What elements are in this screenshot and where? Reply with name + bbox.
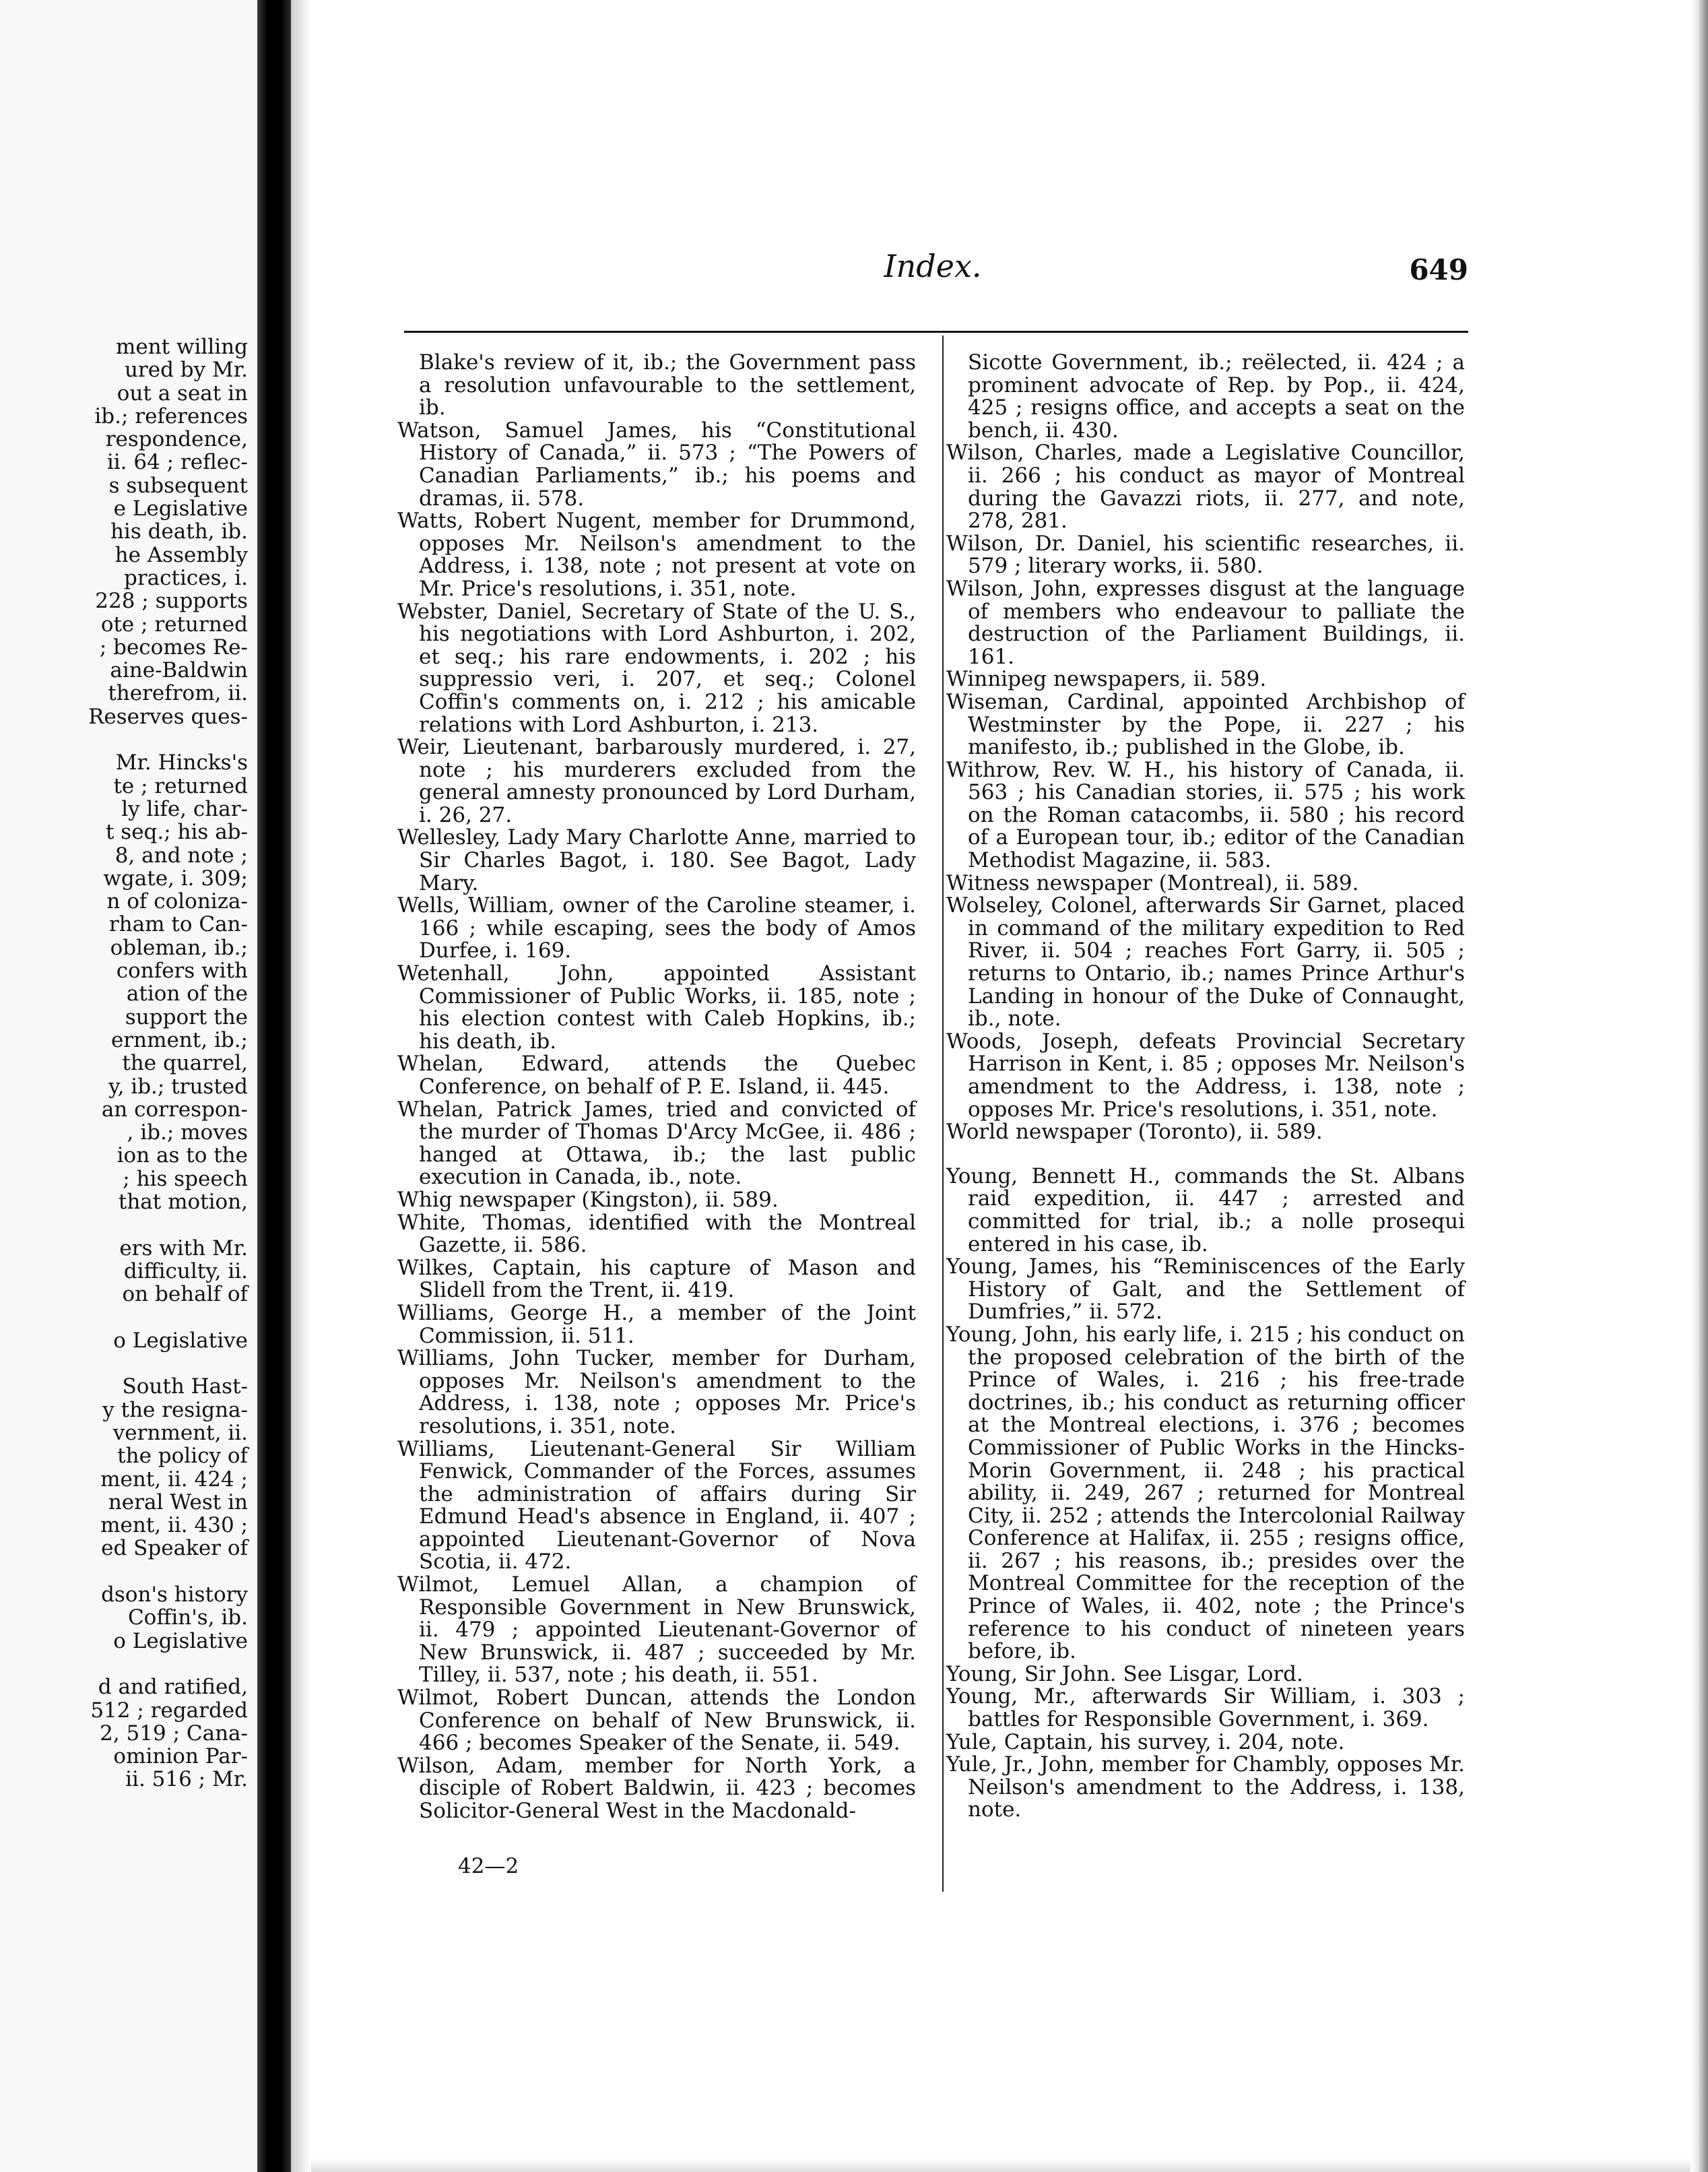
index-entry: Woods, Joseph, defeats Provincial Secretary Harrison in Kent, i. 85 ; opposes Mr. Neilson's amendment to the Address, i. 138, note ; opposes Mr. Price's resolutions, i. 351, note. — [946, 1029, 1465, 1122]
adjacent-page-line: e Legislative — [113, 497, 248, 521]
index-entry: Watson, Samuel James, his “Constitutional History of Canada,” ii. 573 ; “The Powers of Canadian Parliaments,” ib.; his poems and dramas, ii. 578. — [397, 418, 916, 511]
adjacent-page-line — [0, 728, 248, 751]
adjacent-page-line: , ib.; moves — [127, 1120, 248, 1145]
adjacent-page-line: ; becomes Re- — [99, 635, 248, 660]
adjacent-page-line: s subsequent — [108, 473, 248, 498]
adjacent-page-line: Reserves ques- — [88, 704, 248, 729]
adjacent-page-line: practices, i. — [124, 565, 248, 590]
book-gutter — [257, 0, 291, 2172]
adjacent-page-line: ment, ii. 430 ; — [100, 1513, 248, 1538]
adjacent-page-line: te ; returned — [113, 773, 248, 798]
adjacent-page-line: vernment, ii. — [112, 1420, 248, 1445]
index-entry: Winnipeg newspapers, ii. 589. — [946, 667, 1267, 692]
index-entry: Young, John, his early life, i. 215 ; his conduct on the proposed celebration of the birth of the Prince of Wales, i. 216 ; his free-trade doctrines, ib.; his conduct as returning officer at the Montreal elections, i. 376 ; becomes Commissioner of Public Works in the Hincks-Morin Government, ii. 248 ; his practical ability, ii. 249, 267 ; returned for Montreal City, ii. 252 ; attends the Intercolonial Railway Conference at Halifax, ii. 255 ; resigns office, ii. 267 ; his reasons, ib.; presides over the Montreal Committee for the reception of the Prince of Wales, ii. 402, note ; the Prince's reference to his conduct of nineteen years before, ib. — [946, 1322, 1465, 1664]
adjacent-page-line: ly life, char- — [121, 796, 248, 821]
adjacent-page-line: support the — [125, 1004, 248, 1029]
adjacent-page-line: neral West in — [108, 1490, 248, 1514]
adjacent-page-line: 228 ; supports — [95, 589, 248, 614]
page-edge-right — [1690, 0, 1708, 2172]
index-entry: Blake's review of it, ib.; the Government pass a resolution unfavourable to the settlement, ib. — [419, 350, 916, 420]
adjacent-page-line: ment, ii. 424 ; — [100, 1467, 248, 1492]
adjacent-page-line: 2, 519 ; Cana- — [100, 1721, 248, 1746]
index-entry: Williams, John Tucker, member for Durham, opposes Mr. Neilson's amendment to the Address, i. 138, note ; opposes Mr. Price's resolutions, i. 351, note. — [397, 1346, 916, 1438]
adjacent-page-line: ion as to the — [117, 1143, 248, 1168]
adjacent-page-line: on behalf of — [122, 1282, 248, 1307]
index-entry: Williams, Lieutenant-General Sir William Fenwick, Commander of the Forces, assumes the administration of affairs during Sir Edmund Head's absence in England, ii. 407 ; appointed Lieutenant-Governor of Nova Scotia, ii. 472. — [397, 1436, 916, 1574]
index-entry: Williams, George H., a member of the Joint Commission, ii. 511. — [397, 1300, 916, 1348]
adjacent-page-line: he Assembly — [114, 542, 248, 567]
adjacent-page-line: t seq.; his ab- — [105, 820, 248, 845]
adjacent-page-line: dson's history — [101, 1583, 248, 1607]
adjacent-page-line — [0, 1352, 248, 1375]
index-entry: Wilkes, Captain, his capture of Mason and Slidell from the Trent, ii. 419. — [397, 1255, 916, 1303]
index-entry: Young, James, his “Reminiscences of the Early History of Galt, and the Settlement of Dumfries,” ii. 572. — [946, 1254, 1465, 1324]
index-entry: Weir, Lieutenant, barbarously murdered, i. 27, note ; his murderers excluded from the general amnesty pronounced by Lord Durham, i. 26, 27. — [397, 735, 916, 827]
index-entry: White, Thomas, identified with the Montreal Gazette, ii. 586. — [397, 1210, 916, 1258]
adjacent-page-text — [0, 336, 248, 1791]
index-entry: Wetenhall, John, appointed Assistant Commissioner of Public Works, ii. 185, note ; his election contest with Caleb Hopkins, ib.; his death, ib. — [397, 961, 916, 1054]
adjacent-page-line — [0, 1653, 248, 1675]
index-column-right — [946, 352, 1465, 1822]
adjacent-page-line: confers with — [116, 959, 248, 984]
adjacent-page-line: South Hast- — [122, 1374, 248, 1399]
adjacent-page-line: an correspon- — [101, 1097, 248, 1122]
index-entry: Watts, Robert Nugent, member for Drummond, opposes Mr. Neilson's amendment to the Address, i. 138, note ; not present at vote on Mr. Price's resolutions, i. 351, note. — [397, 509, 916, 601]
adjacent-page-line: ernment, ib.; — [110, 1027, 248, 1052]
adjacent-page-line: aine-Baldwin — [110, 658, 248, 683]
index-entry: Whelan, Patrick James, tried and convicted of the murder of Thomas D'Arcy McGee, ii. 486 ; hanged at Ottawa, ib.; the last public execution in Canada, ib., note. — [397, 1097, 916, 1190]
adjacent-page-line: respondence, — [105, 427, 248, 452]
adjacent-page-line: his death, ib. — [110, 519, 248, 544]
adjacent-page-line: ers with Mr. — [119, 1236, 248, 1260]
index-entry: Wolseley, Colonel, afterwards Sir Garnet, placed in command of the military expedition to Red River, ii. 504 ; reaches Fort Garry, ii. 505 ; returns to Ontario, ib.; names Prince Arthur's Landing in honour of the Duke of Connaught, ib., note. — [946, 893, 1465, 1031]
adjacent-page-line: obleman, ib.; — [110, 935, 248, 960]
index-entry: Wilson, Dr. Daniel, his scientific researches, ii. 579 ; literary works, ii. 580. — [946, 531, 1465, 579]
adjacent-page-line: o Legislative — [113, 1328, 248, 1353]
adjacent-page-line: ation of the — [126, 982, 248, 1007]
adjacent-page-line: rham to Can- — [108, 912, 248, 937]
index-entry: Whelan, Edward, attends the Quebec Conference, on behalf of P. E. Island, ii. 445. — [397, 1052, 916, 1099]
adjacent-page-line — [0, 1306, 248, 1329]
index-entry: Wells, William, owner of the Caroline steamer, i. 166 ; while escaping, sees the body of Amos Durfee, i. 169. — [397, 893, 916, 963]
index-entry: Witness newspaper (Montreal), ii. 589. — [946, 870, 1359, 895]
adjacent-page-line: ii. 516 ; Mr. — [125, 1767, 248, 1792]
index-column-left — [397, 352, 916, 1823]
index-entry: Yule, Jr., John, member for Chambly, opposes Mr. Neilson's amendment to the Address, i. 138, note. — [946, 1752, 1465, 1822]
adjacent-page-line: d and ratified, — [98, 1675, 248, 1700]
adjacent-page-line: ; his speech — [123, 1166, 248, 1191]
adjacent-page-line — [0, 1213, 248, 1236]
adjacent-page-line — [0, 1560, 248, 1583]
adjacent-page-line: ment willing — [115, 335, 248, 359]
adjacent-page-line: therefrom, ii. — [108, 681, 248, 706]
index-entry: Young, Bennett H., commands the St. Albans raid expedition, ii. 447 ; arrested and committed for trial, ib.; a nolle prosequi entered in his case, ib. — [946, 1163, 1465, 1256]
printer-signature: 42—2 — [458, 1854, 519, 1878]
adjacent-page-line: ib.; references — [94, 404, 248, 428]
adjacent-page-line: y, ib.; trusted — [108, 1074, 248, 1099]
index-entry: Young, Mr., afterwards Sir William, i. 303 ; battles for Responsible Government, i. 369. — [946, 1684, 1465, 1732]
adjacent-page-line: y the resigna- — [102, 1397, 248, 1422]
adjacent-page-line: that motion, — [118, 1189, 248, 1214]
index-entry: Wiseman, Cardinal, appointed Archbishop of Westminster by the Pope, ii. 227 ; his manifesto, ib.; published in the Globe, ib. — [946, 689, 1465, 760]
adjacent-page-line: the policy of — [117, 1444, 248, 1469]
header-rule — [404, 331, 1468, 333]
adjacent-page-line: 512 ; regarded — [90, 1698, 248, 1723]
index-entry: Wilmot, Robert Duncan, attends the London Conference on behalf of New Brunswick, ii. 466 ; becomes Speaker of the Senate, ii. 549. — [397, 1686, 916, 1756]
adjacent-page-line: o Legislative — [113, 1628, 248, 1653]
index-entry: Webster, Daniel, Secretary of State of the U. S., his negotiations with Lord Ashburton, i. 202, et seq.; his rare endowments, i. 202 ; his suppressio veri, i. 207, et seq.; Colonel Coffin's comments on, i. 212 ; his amicable relations with Lord Ashburton, i. 213. — [397, 599, 916, 737]
adjacent-page-line: n of coloniza- — [106, 889, 248, 914]
adjacent-page-fragment — [0, 0, 257, 2172]
index-entry: Withrow, Rev. W. H., his history of Canada, ii. 563 ; his Canadian stories, ii. 575 ; his work on the Roman catacombs, ii. 580 ; his record of a European tour, ib.; editor of the Canadian Methodist Magazine, ii. 583. — [946, 757, 1465, 873]
index-entry: Wilson, Charles, made a Legislative Councillor, ii. 266 ; his conduct as mayor of Montreal during the Gavazzi riots, ii. 277, and note, 278, 281. — [946, 441, 1465, 534]
index-entry: Whig newspaper (Kingston), ii. 589. — [397, 1187, 779, 1212]
index-entry: Wilmot, Lemuel Allan, a champion of Responsible Government in New Brunswick, ii. 479 ; appointed Lieutenant-Governor of New Brunswick, ii. 487 ; succeeded by Mr. Tilley, ii. 537, note ; his death, ii. 551. — [397, 1572, 916, 1688]
adjacent-page-line: difficulty, ii. — [123, 1258, 248, 1283]
running-head-title: Index. — [884, 248, 982, 284]
index-entry: Wellesley, Lady Mary Charlotte Anne, married to Sir Charles Bagot, i. 180. See Bagot, Lady Mary. — [397, 825, 916, 895]
adjacent-page-line: 8, and note ; — [114, 843, 248, 868]
page-edge-bottom — [311, 2159, 1690, 2172]
adjacent-page-line: the quarrel, — [122, 1051, 248, 1076]
adjacent-page-line: Coffin's, ib. — [127, 1605, 248, 1630]
page-number: 649 — [1409, 253, 1468, 286]
index-entry: World newspaper (Toronto), ii. 589. — [946, 1120, 1323, 1145]
index-entry: Wilson, Adam, member for North York, a disciple of Robert Baldwin, ii. 423 ; becomes Solicitor-General West in the Macdonald- — [397, 1753, 916, 1823]
adjacent-page-line: ote ; returned — [100, 612, 248, 637]
index-entry: Young, Sir John. See Lisgar, Lord. — [946, 1661, 1303, 1686]
adjacent-page-line: out a seat in — [117, 381, 248, 406]
adjacent-page-line: ii. 64 ; reflec- — [106, 450, 248, 475]
adjacent-page-line: ured by Mr. — [124, 358, 248, 383]
adjacent-page-line: ominion Par- — [113, 1744, 248, 1769]
index-entry: Sicotte Government, ib.; reëlected, ii. 424 ; a prominent advocate of Rep. by Pop., ii. 424, 425 ; resigns office, and accepts a seat on the bench, ii. 430. — [968, 350, 1465, 443]
adjacent-page-line: ed Speaker of — [101, 1536, 248, 1561]
column-divider — [942, 336, 944, 1892]
index-entry: Yule, Captain, his survey, i. 204, note. — [946, 1729, 1345, 1754]
index-entry: Wilson, John, expresses disgust at the language of members who endeavour to palliate the destruction of the Parliament Buildings, ii. 161. — [946, 576, 1465, 669]
adjacent-page-line: wgate, i. 309; — [103, 866, 248, 891]
page-shadow — [291, 0, 311, 2172]
adjacent-page-line: Mr. Hincks's — [115, 750, 248, 775]
